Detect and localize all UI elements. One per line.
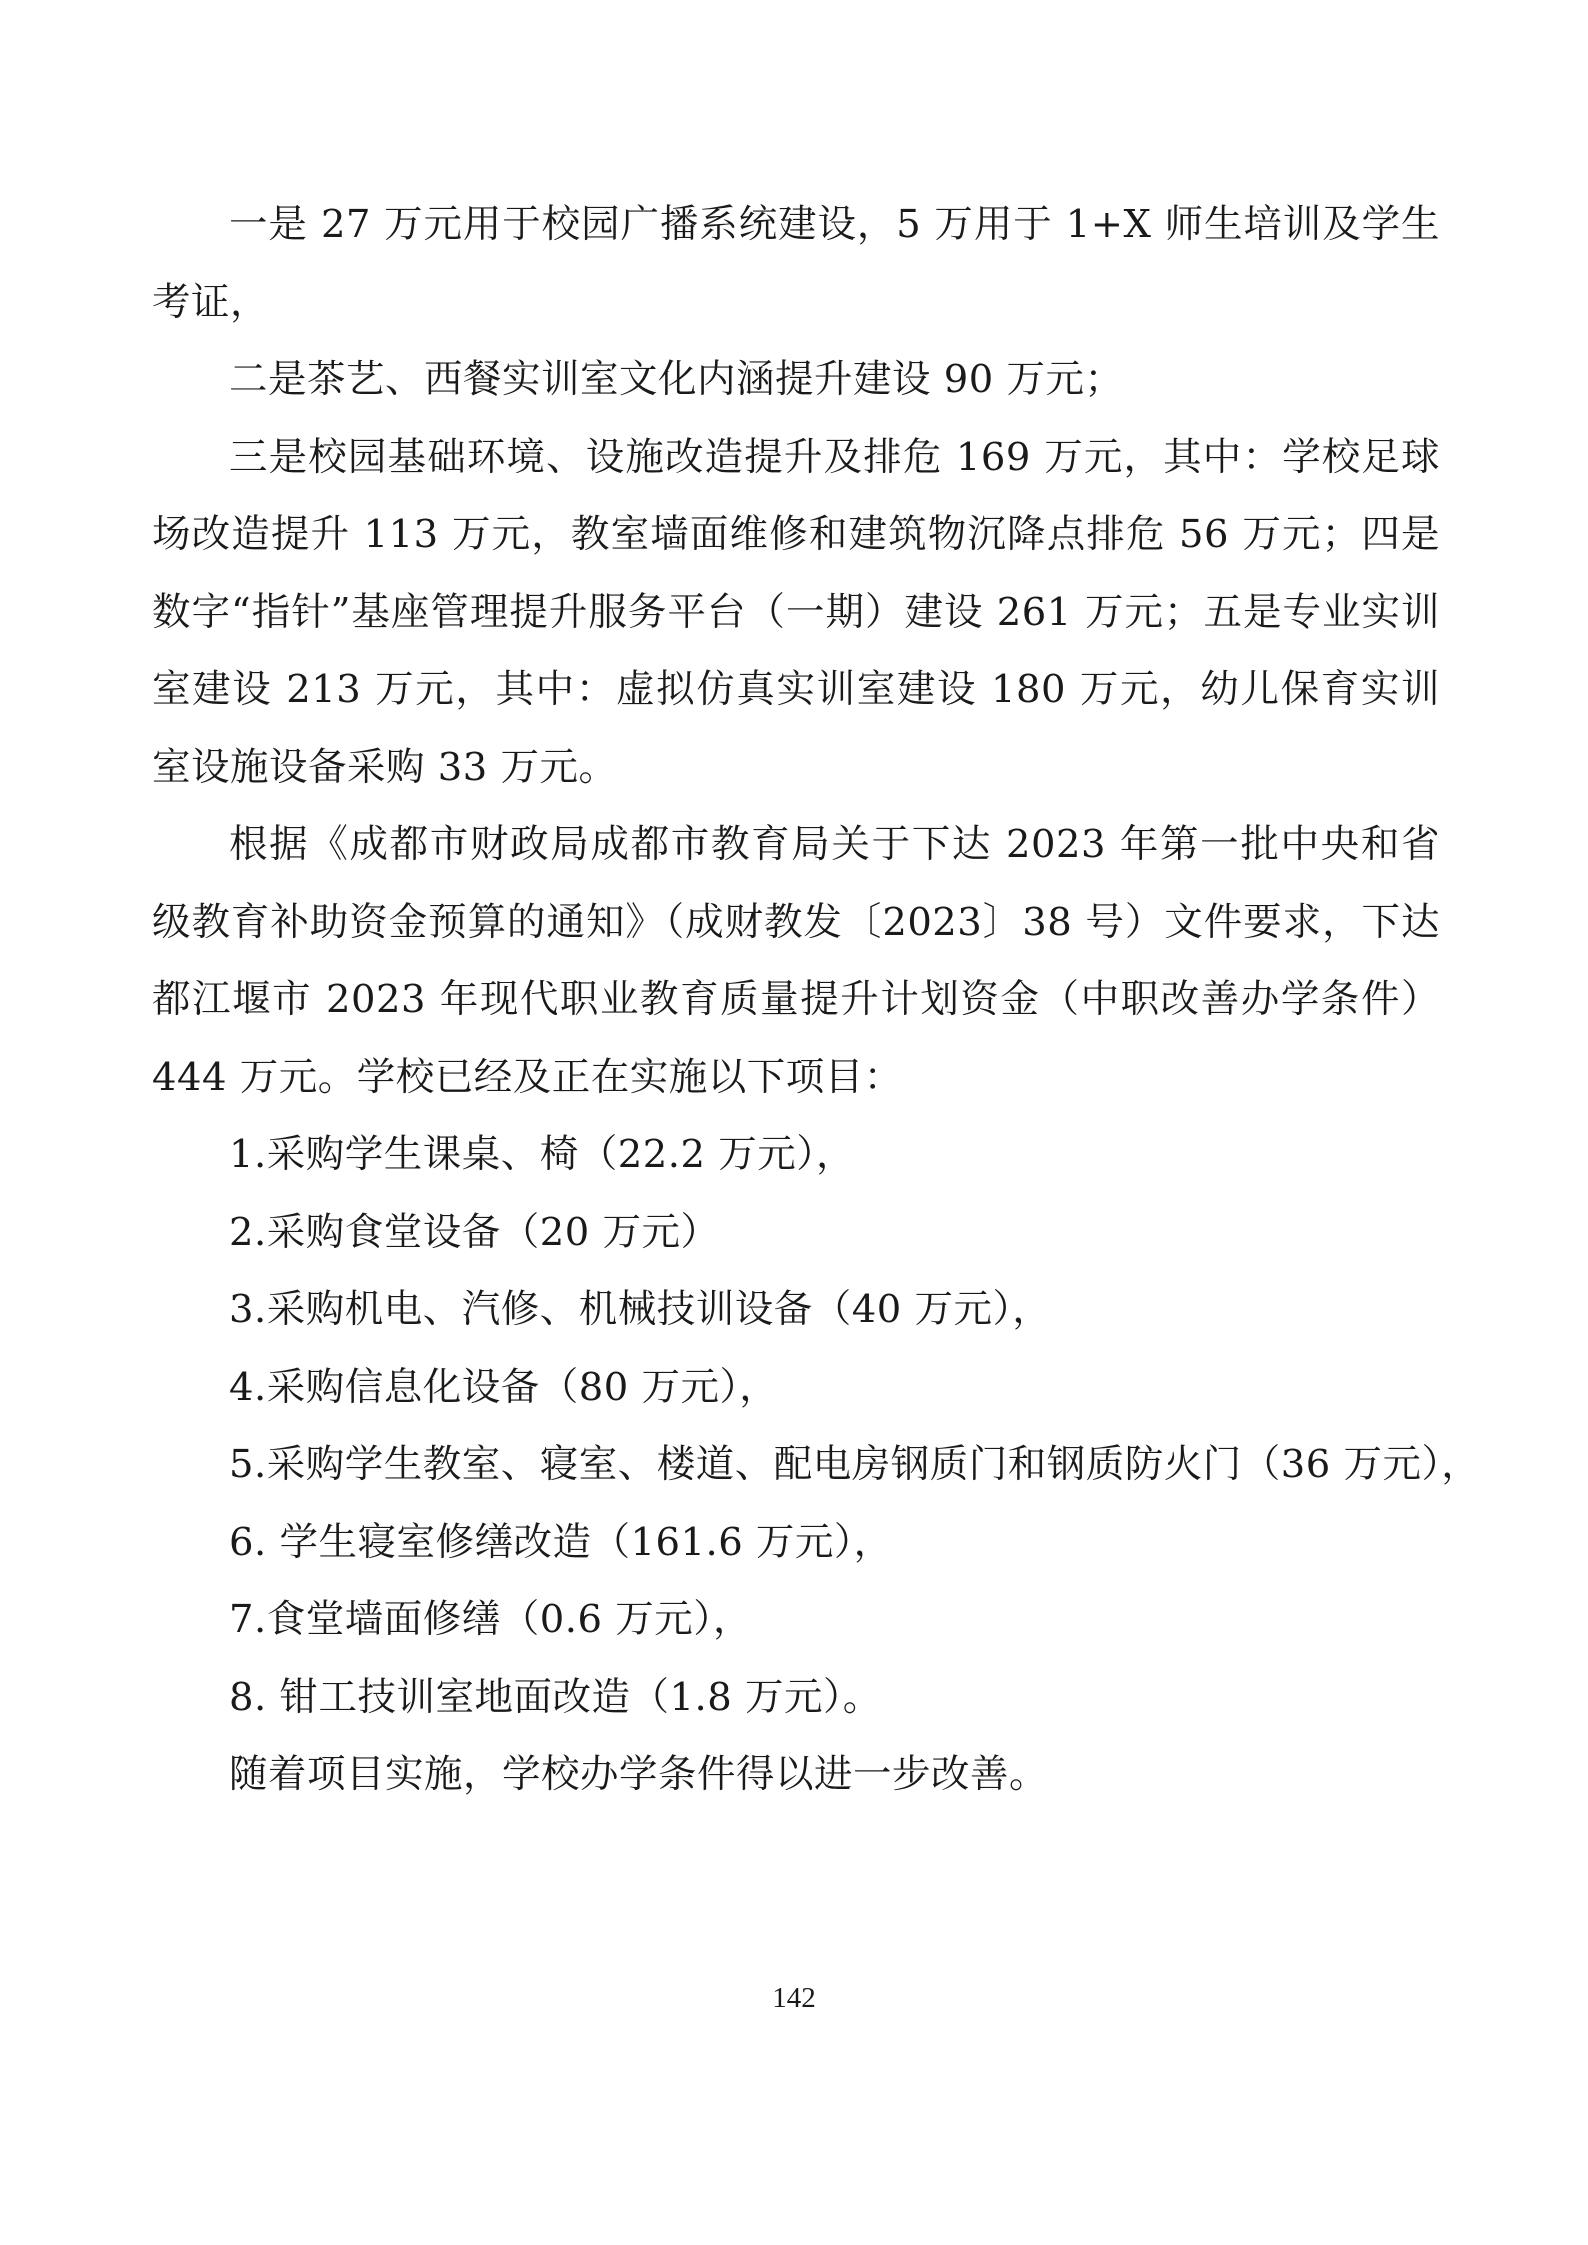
page-number: 142 — [772, 1982, 816, 2014]
list-item: 1.采购学生课桌、椅（22.2 万元）， — [229, 1132, 855, 1177]
document-body — [152, 186, 1481, 1814]
list-item: 2.采购食堂设备（20 万元） — [229, 1209, 720, 1255]
list-item: 8. 钳工技训室地面改造（1.8 万元）。 — [229, 1674, 882, 1720]
paragraph-broadcast-training: 一是 27 万元用于校园广播系统建设，5 万用于 1+X 师生培训及学生考证， — [152, 202, 1440, 325]
project-list — [152, 1116, 1481, 1736]
paragraph-funding-notice: 根据《成都市财政局成都市教育局关于下达 2023 年第一批中央和省级教育补助资金预算的通知》（成财教发〔2023〕38 号）文件要求，下达都江堰市 2023 年现代职业教育质量提升计划资金（中职改善办学条件）444 万元。学校已经及正在实施以下项目： — [152, 822, 1440, 1100]
paragraph-closing: 随着项目实施，学校办学条件得以进一步改善。 — [229, 1752, 1049, 1797]
list-item: 5.采购学生教室、寝室、楼道、配电房钢质门和钢质防火门（36 万元）， — [229, 1442, 1481, 1487]
paragraph-campus-upgrades: 三是校园基础环境、设施改造提升及排危 169 万元，其中：学校足球场改造提升 113 万元，教室墙面维修和建筑物沉降点排危 56 万元；四是数字“指针”基座管理提升服务平台（一期）建设 261 万元；五是专业实训室建设 213 万元，其中：虚拟仿真实训室建设 180 万元，幼儿保育实训室设施设备采购 33 万元。 — [152, 434, 1440, 790]
list-item: 6. 学生寝室修缮改造（161.6 万元）， — [229, 1519, 893, 1565]
list-item: 3.采购机电、汽修、机械技训设备（40 万元）， — [229, 1287, 1052, 1332]
paragraph-tea-western-training: 二是茶艺、西餐实训室文化内涵提升建设 90 万元； — [229, 357, 1124, 402]
list-item: 7.食堂墙面修缮（0.6 万元）， — [229, 1597, 752, 1642]
list-item: 4.采购信息化设备（80 万元）， — [229, 1364, 779, 1410]
